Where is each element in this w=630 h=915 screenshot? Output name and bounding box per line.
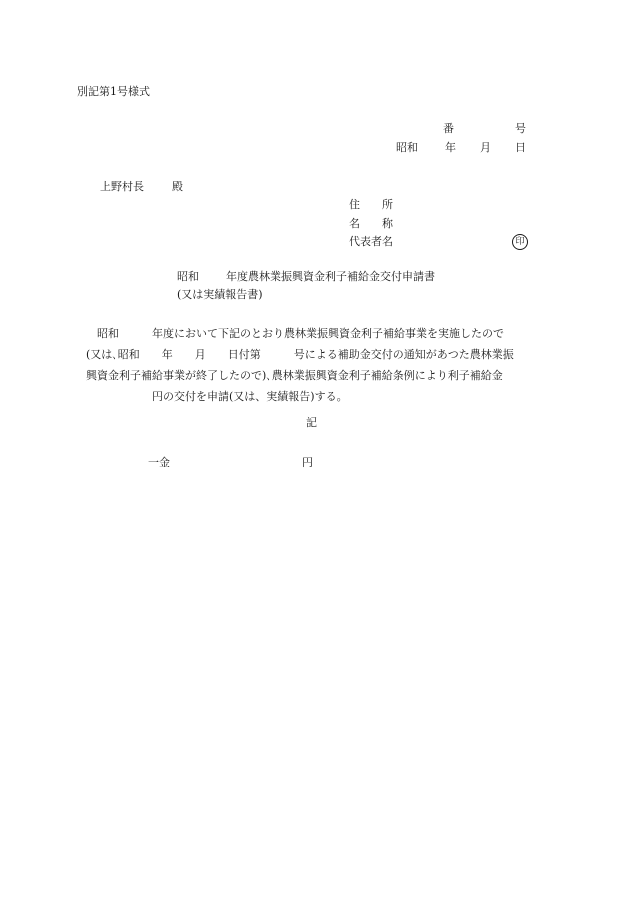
applicant-address-label: 住 所 [349, 198, 393, 211]
ki-heading: 記 [306, 416, 317, 429]
seal-character: 印 [512, 234, 528, 250]
date-month: 月 [480, 141, 491, 154]
applicant-name-label: 名 称 [349, 217, 393, 230]
amount-prefix: 一金 [148, 456, 170, 469]
body-line-4: 円の交付を申請(又は、実績報告)する。 [86, 390, 348, 403]
amount-suffix: 円 [302, 456, 313, 469]
document-subtitle: (又は実績報告書) [177, 288, 263, 301]
addressee-name: 上野村長 [100, 180, 144, 193]
number-char: 番 [443, 122, 454, 135]
applicant-representative-label: 代表者名 [349, 235, 393, 248]
title-era: 昭和 [177, 270, 199, 283]
body-line-1: 昭和 年度において下記のとおり農林業振興資金利子補給事業を実施したので [86, 327, 504, 340]
date-era: 昭和 [396, 141, 418, 154]
body-paragraph [86, 323, 556, 407]
date-year: 年 [445, 141, 456, 154]
date-day: 日 [515, 141, 526, 154]
seal-mark [512, 234, 528, 250]
form-label: 別記第1号様式 [77, 85, 150, 98]
body-line-2: (又は､昭和 年 月 日付第 号による補助金交付の通知があつた農林業振 [86, 348, 514, 361]
addressee-honorific: 殿 [172, 180, 183, 193]
number-suffix: 号 [515, 122, 526, 135]
body-line-3: 興資金利子補給事業が終了したので)､農林業振興資金利子補給条例により利子補給金 [86, 369, 503, 382]
document-title: 年度農林業振興資金利子補給金交付申請書 [226, 270, 435, 283]
